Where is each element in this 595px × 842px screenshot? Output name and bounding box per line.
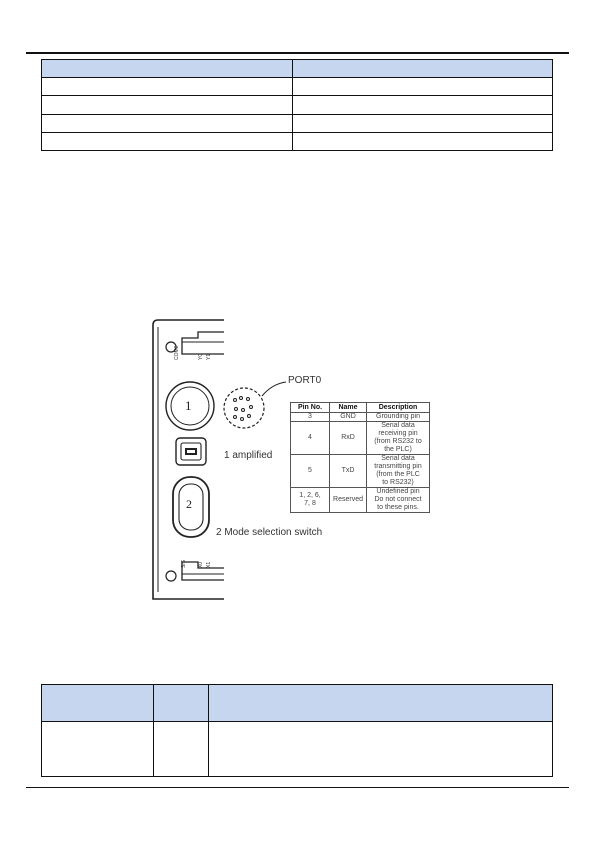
table-header-row bbox=[42, 685, 553, 722]
table-row bbox=[42, 96, 553, 115]
terminal-label: X0 bbox=[198, 561, 204, 568]
pin-header-pin: Pin No. bbox=[291, 403, 330, 413]
table-cell bbox=[293, 60, 553, 78]
pin-table bbox=[290, 402, 430, 513]
pin-table-header bbox=[291, 403, 430, 413]
table-cell bbox=[293, 96, 553, 115]
table-cell bbox=[42, 722, 154, 777]
terminal-label: COM0 bbox=[174, 345, 180, 360]
pin-number: 1, 2, 6, 7, 8 bbox=[291, 488, 330, 513]
pin-table-row bbox=[291, 488, 430, 513]
pin-description-line: the PLC) bbox=[384, 446, 412, 453]
pin-description bbox=[367, 455, 430, 488]
pin-description-line: Serial data bbox=[381, 455, 415, 462]
table-row bbox=[42, 722, 553, 777]
pin-description-line: Serial data bbox=[381, 422, 415, 429]
terminal-label: X1 bbox=[206, 561, 212, 568]
pin-description-line: to these pins. bbox=[377, 504, 419, 511]
pin-description-line: Grounding pin bbox=[376, 413, 420, 420]
terminal-labels-bottom bbox=[198, 562, 204, 568]
pin-description bbox=[367, 413, 430, 422]
bottom-table bbox=[41, 684, 553, 777]
pin-number: 5 bbox=[291, 455, 330, 488]
table-cell bbox=[293, 133, 553, 151]
terminal-labels-top bbox=[174, 346, 180, 360]
pin-description-line: (from the PLC bbox=[376, 471, 420, 478]
pin-name: TxD bbox=[330, 455, 367, 488]
pin-description-line: (from RS232 to bbox=[374, 438, 422, 445]
table-cell bbox=[154, 722, 209, 777]
pin-name: RxD bbox=[330, 422, 367, 455]
pin-name: Reserved bbox=[330, 488, 367, 513]
terminal-labels-top bbox=[206, 354, 212, 360]
pin-table-row bbox=[291, 422, 430, 455]
pin-table-row bbox=[291, 413, 430, 422]
port0-label: PORT0 bbox=[288, 375, 322, 386]
table-row bbox=[42, 133, 553, 151]
table-cell bbox=[42, 685, 154, 722]
callout-2-mode-switch: 2 Mode selection switch bbox=[216, 527, 323, 538]
table-cell bbox=[154, 685, 209, 722]
table-header-row bbox=[42, 60, 553, 78]
pin-description-line: to RS232) bbox=[382, 479, 414, 486]
pin-description-line: Do not connect bbox=[374, 496, 422, 503]
badge-2: 2 bbox=[186, 497, 192, 511]
table-cell bbox=[42, 78, 293, 96]
pin-description-line: Undefined pin bbox=[376, 488, 420, 495]
callout-1-amplified: 1 amplified bbox=[224, 450, 273, 461]
terminal-labels-bottom bbox=[206, 562, 212, 568]
badge-1: 1 bbox=[185, 398, 192, 413]
table-cell bbox=[209, 722, 553, 777]
header-rule bbox=[26, 52, 569, 54]
pin-description-line: transmitting pin bbox=[374, 463, 422, 470]
table-cell bbox=[209, 685, 553, 722]
pin-table-row bbox=[291, 455, 430, 488]
terminal-label: S/S bbox=[181, 559, 187, 568]
footer-rule bbox=[26, 787, 569, 788]
pin-header-name: Name bbox=[330, 403, 367, 413]
pin-description-line: receiving pin bbox=[378, 430, 418, 437]
table-cell bbox=[42, 115, 293, 133]
table-cell bbox=[42, 96, 293, 115]
terminal-label: Y0 bbox=[198, 353, 204, 360]
top-table bbox=[41, 59, 553, 151]
pin-number: 4 bbox=[291, 422, 330, 455]
pin-number: 3 bbox=[291, 413, 330, 422]
table-cell bbox=[42, 133, 293, 151]
pin-name: GND bbox=[330, 413, 367, 422]
pin-header-description: Description bbox=[367, 403, 430, 413]
terminal-labels-bottom bbox=[181, 560, 187, 568]
table-row bbox=[42, 115, 553, 133]
terminal-labels-top bbox=[198, 354, 204, 360]
table-cell bbox=[293, 78, 553, 96]
terminal-label: Y1 bbox=[206, 353, 212, 360]
table-row bbox=[42, 78, 553, 96]
table-cell bbox=[293, 115, 553, 133]
pin-description bbox=[367, 422, 430, 455]
table-cell bbox=[42, 60, 293, 78]
pin-description bbox=[367, 488, 430, 513]
